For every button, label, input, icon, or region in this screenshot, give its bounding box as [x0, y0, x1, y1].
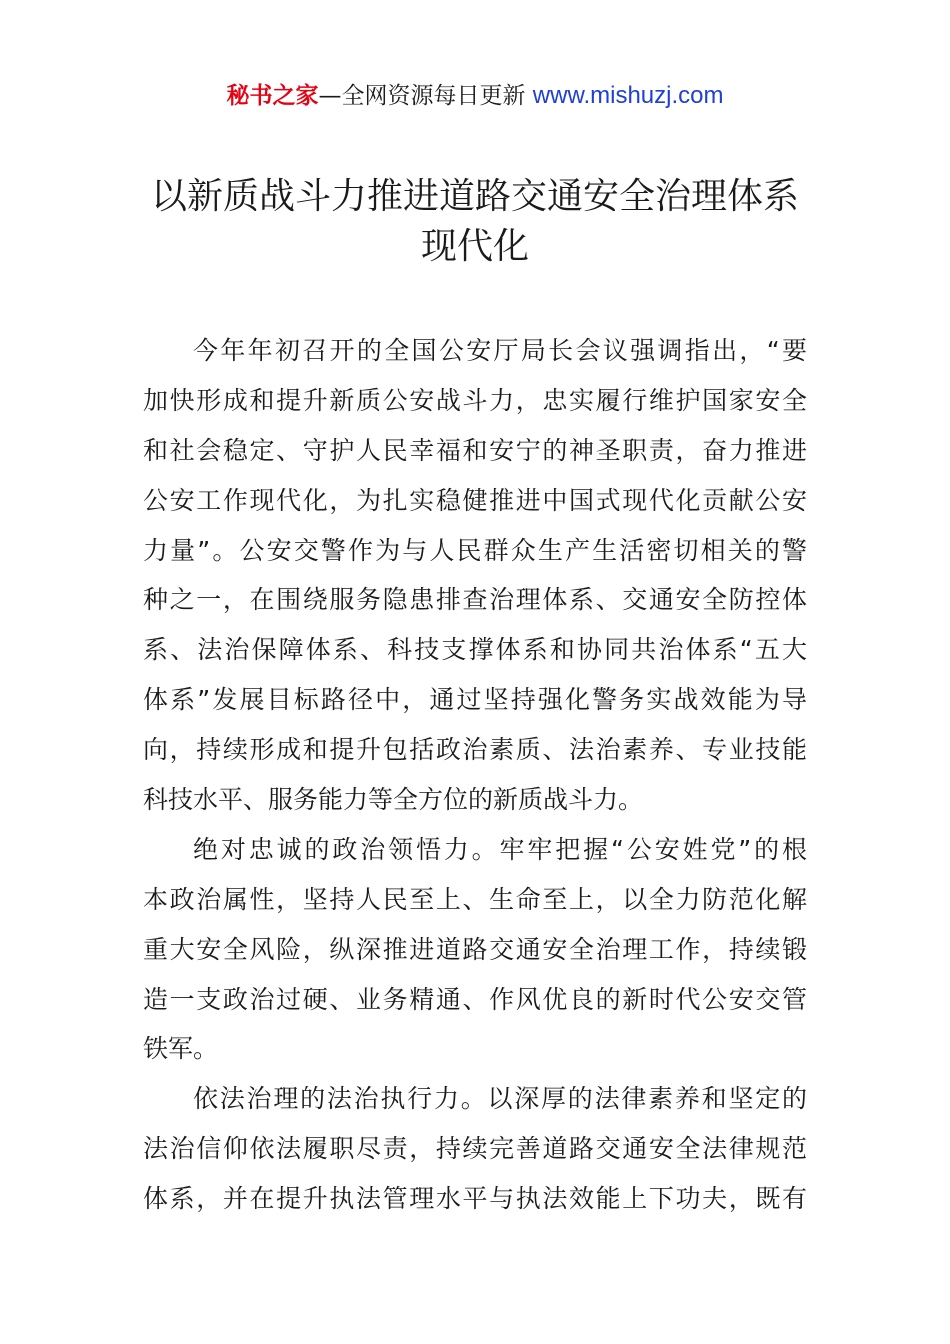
paragraph-line: 造一支政治过硬、业务精通、作风优良的新时代公安交管 [143, 984, 807, 1014]
document-title [120, 172, 830, 272]
paragraph-line: 加快形成和提升新质公安战斗力，忠实履行维护国家安全 [143, 385, 807, 415]
paragraph-line: 依法治理的法治执行力。以深厚的法律素养和坚定的 [193, 1084, 807, 1114]
paragraph-line: 法治信仰依法履职尽责，持续完善道路交通安全法律规范 [143, 1134, 807, 1164]
paragraph-line: 向，持续形成和提升包括政治素质、法治素养、专业技能 [143, 735, 807, 765]
brand-name: 秘书之家 [226, 83, 319, 109]
paragraph-line: 和社会稳定、守护人民幸福和安宁的神圣职责，奋力推进 [143, 435, 807, 465]
header-tagline: —全网资源每日更新 [318, 83, 533, 109]
paragraph-line: 今年年初召开的全国公安厅局长会议强调指出，“要 [193, 336, 807, 365]
paragraph-line: 公安工作现代化，为扎实稳健推进中国式现代化贡献公安 [143, 485, 807, 515]
title-line: 现代化 [420, 226, 529, 267]
paragraph-line: 体系”发展目标路径中，通过坚持强化警务实战效能为导 [143, 685, 807, 715]
paragraph-line: 绝对忠诚的政治领悟力。牢牢把握“公安姓党”的根 [193, 834, 807, 864]
paragraph-line: 种之一，在围绕服务隐患排查治理体系、交通安全防控体 [143, 585, 807, 615]
site-header [0, 80, 950, 112]
paragraph-line: 体系，并在提升执法管理水平与执法效能上下功夫，既有 [143, 1184, 807, 1214]
paragraph-line: 铁军。 [143, 1034, 219, 1064]
title-line: 以新质战斗力推进道路交通安全治理体系 [150, 176, 799, 217]
paragraph-line: 系、法治保障体系、科技支撑体系和协同共治体系“五大 [143, 635, 807, 665]
paragraph-line: 力量”。公安交警作为与人民群众生产生活密切相关的警 [143, 535, 807, 565]
paragraph-line: 重大安全风险，纵深推进道路交通安全治理工作，持续锻 [143, 934, 807, 964]
paragraph-line: 本政治属性，坚持人民至上、生命至上，以全力防范化解 [143, 884, 807, 914]
site-url-link[interactable]: www.mishuzj.com [532, 82, 724, 109]
paragraph-line: 科技水平、服务能力等全方位的新质战斗力。 [143, 785, 644, 815]
document-body [143, 326, 807, 1224]
